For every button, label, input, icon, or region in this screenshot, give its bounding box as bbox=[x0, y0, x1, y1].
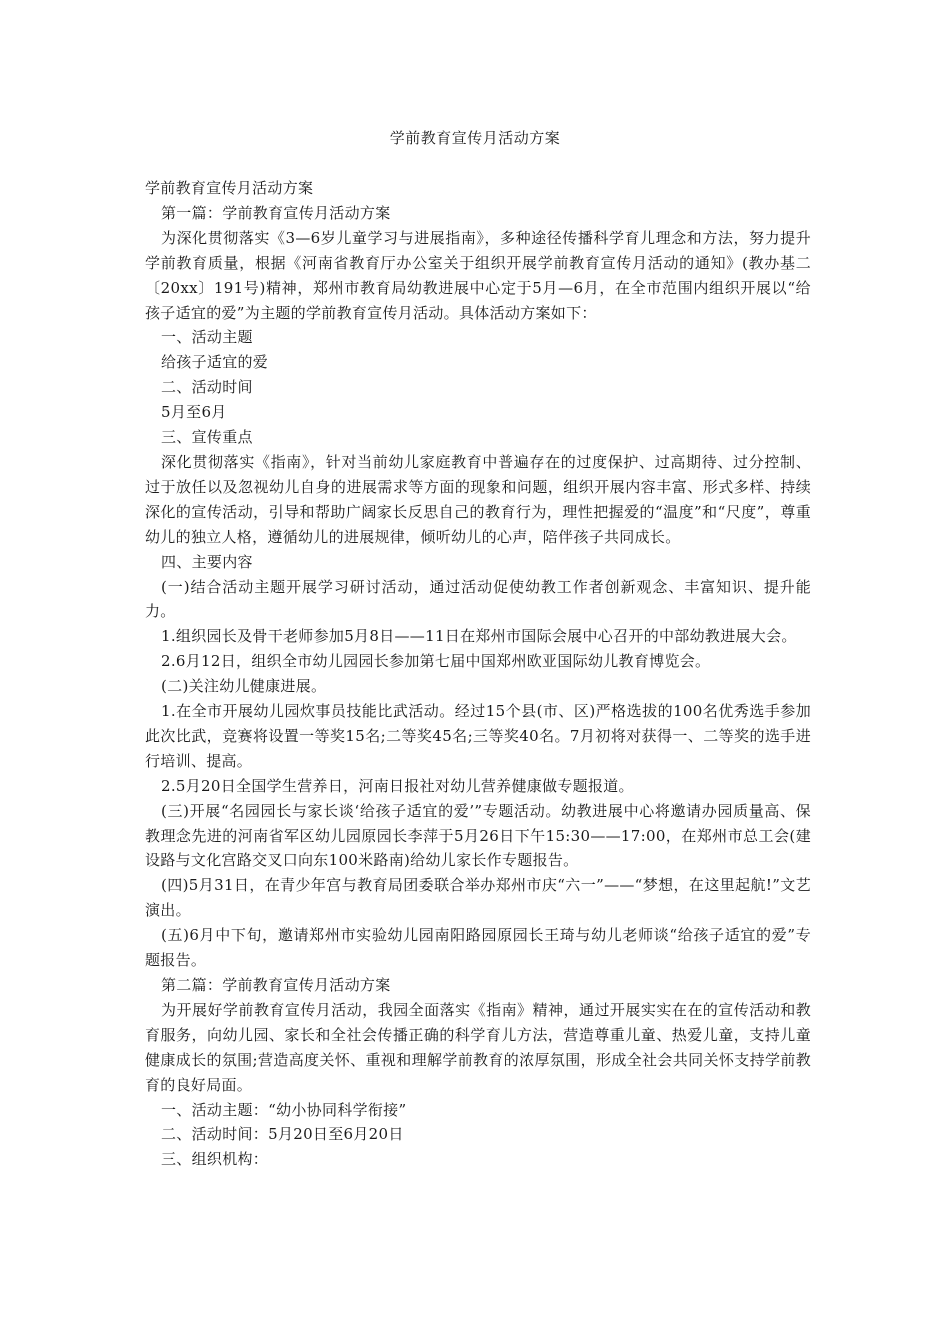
paragraph: (二)关注幼儿健康进展。 bbox=[161, 677, 327, 696]
paragraph: (四)5月31日，在青少年宫与教育局团委联合举办郑州市庆“六一”——“梦想，在这里起航!”文艺演出。 bbox=[145, 876, 811, 920]
paragraph: 2.5月20日全国学生营养日，河南日报社对幼儿营养健康做专题报道。 bbox=[161, 776, 634, 795]
paragraph: 为开展好学前教育宣传月活动，我园全面落实《指南》精神，通过开展实实在在的宣传活动和教育服务，向幼儿园、家长和全社会传播正确的科学育儿方法，营造尊重儿童、热爱儿童，支持儿童健康成长的氛围;营造高度关怀、重视和理解学前教育的浓厚氛围，形成全社会共同关怀支持学前教育的良好局面。 bbox=[145, 1000, 811, 1094]
paragraph: 深化贯彻落实《指南》，针对当前幼儿家庭教育中普遍存在的过度保护、过高期待、过分控制、过于放任以及忽视幼儿自身的进展需求等方面的现象和问题，组织开展内容丰富、形式多样、持续深化的宣传活动，引导和帮助广阔家长反思自己的教育行为，理性把握爱的“温度”和“尺度”，尊重幼儿的独立人格，遵循幼儿的进展规律，倾听幼儿的心声，陪伴孩子共同成长。 bbox=[145, 452, 811, 546]
paragraph: 1.组织园长及骨干老师参加5月8日——11日在郑州市国际会展中心召开的中部幼教进展大会。 bbox=[161, 627, 797, 646]
paragraph: 二、活动时间 bbox=[161, 378, 253, 397]
paragraph: 1.在全市开展幼儿园炊事员技能比武活动。经过15个县(市、区)严格选拔的100名优秀选手参加此次比武，竞赛将设置一等奖15名;二等奖45名;三等奖40名。7月初将对获得一、二等奖的选手进行培训、提高。 bbox=[145, 702, 811, 770]
paragraph: 三、宣传重点 bbox=[161, 428, 253, 447]
paragraph: 一、活动主题：“幼小协同科学衔接” bbox=[161, 1100, 407, 1119]
paragraph: 学前教育宣传月活动方案 bbox=[145, 179, 314, 197]
paragraph: (一)结合活动主题开展学习研讨活动，通过活动促使幼教工作者创新观念、丰富知识、提升能力。 bbox=[145, 577, 811, 621]
paragraph: (五)6月中下旬，邀请郑州市实验幼儿园南阳路园原园长王琦与幼儿老师谈“给孩子适宜的爱”专题报告。 bbox=[145, 926, 811, 970]
paragraph: 5月至6月 bbox=[161, 403, 227, 422]
paragraph: (三)开展“名园园长与家长谈‘给孩子适宜的爱’”专题活动。幼教进展中心将邀请办园质量高、保教理念先进的河南省军区幼儿园原园长李萍于5月26日下午15:30——17:00，在郑州市总工会(建设路与文化宫路交叉口向东100米路南)给幼儿家长作专题报告。 bbox=[145, 801, 811, 870]
paragraph: 三、组织机构： bbox=[161, 1150, 269, 1169]
document-title: 学前教育宣传月活动方案 bbox=[389, 129, 561, 147]
paragraph: 为深化贯彻落实《3—6岁儿童学习与进展指南》，多种途径传播科学育儿理念和方法，努力提升学前教育质量，根据《河南省教育厅办公室关于组织开展学前教育宣传月活动的通知》(教办基二〔20xx〕191号)精神，郑州市教育局幼教进展中心定于5月—6月，在全市范围内组织开展以“给孩子适宜的爱”为主题的学前教育宣传月活动。具体活动方案如下： bbox=[145, 228, 811, 322]
paragraph: 四、主要内容 bbox=[161, 552, 253, 571]
paragraph: 2.6月12日，组织全市幼儿园园长参加第七届中国郑州欧亚国际幼儿教育博览会。 bbox=[161, 652, 711, 671]
paragraph: 二、活动时间：5月20日至6月20日 bbox=[161, 1125, 404, 1144]
document-body bbox=[145, 176, 811, 1172]
paragraph: 一、活动主题 bbox=[161, 328, 253, 347]
paragraph: 第一篇：学前教育宣传月活动方案 bbox=[161, 203, 391, 222]
paragraph: 第二篇：学前教育宣传月活动方案 bbox=[161, 976, 391, 994]
paragraph: 给孩子适宜的爱 bbox=[161, 353, 269, 372]
